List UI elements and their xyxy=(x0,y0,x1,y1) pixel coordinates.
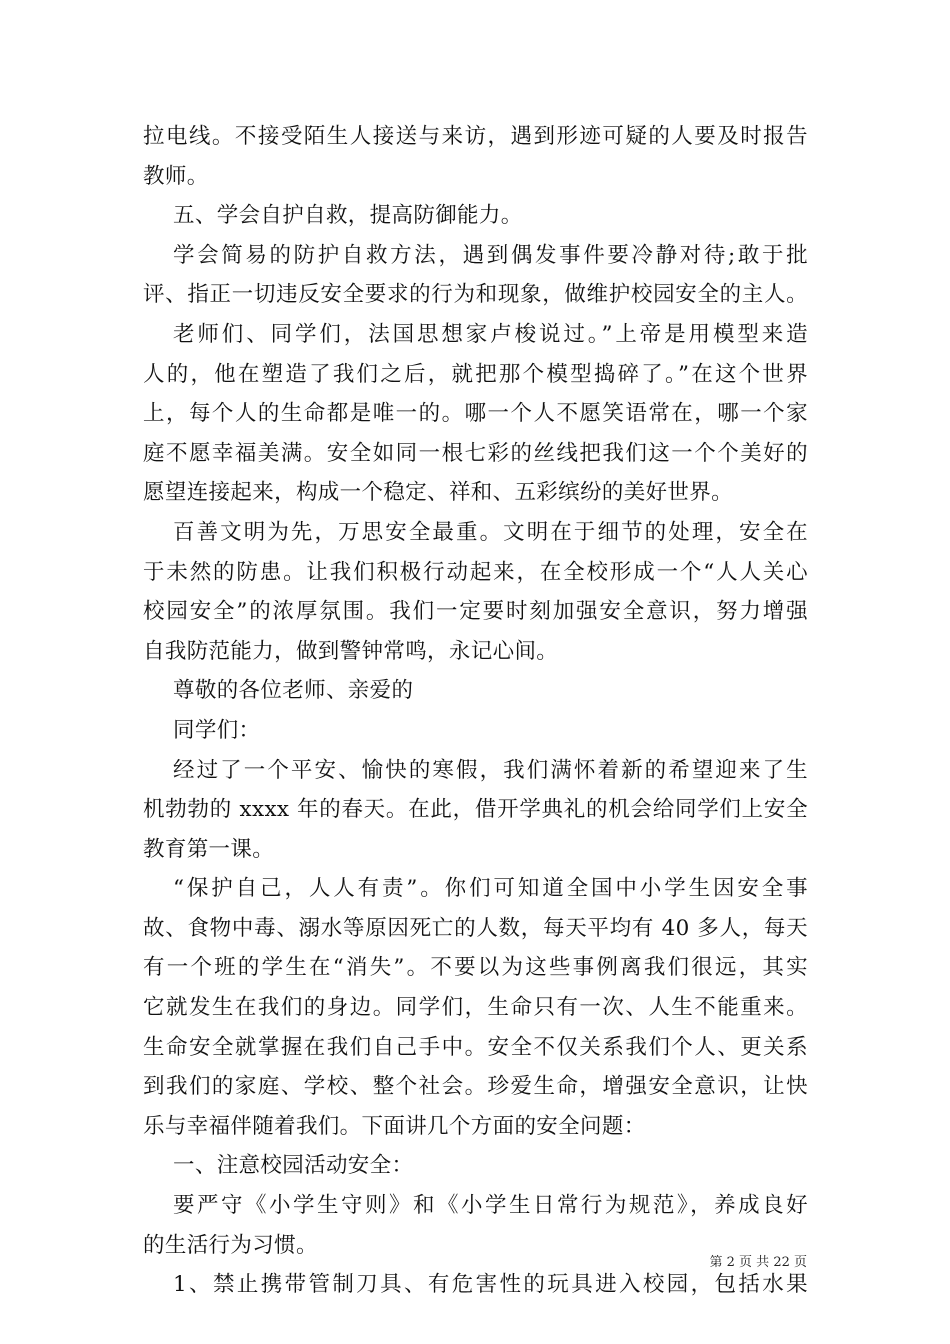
text-line: 评、指正一切违反安全要求的行为和现象，做维护校园安全的主人。 xyxy=(143,282,808,308)
text-line: 庭不愿幸福美满。安全如同一根七彩的丝线把我们这一个个美好的 xyxy=(143,440,808,466)
text-line: 上，每个人的生命都是唯一的。哪一个人不愿笑语常在，哪一个家 xyxy=(143,401,808,427)
body-text xyxy=(143,117,808,1305)
text-line: 于未然的防患。让我们积极行动起来，在全校形成一个“人人关心 xyxy=(143,559,808,585)
text-line: 自我防范能力，做到警钟常鸣，永记心间。 xyxy=(143,638,559,664)
text-line: 老师们、同学们，法国思想家卢梭说过。”上帝是用模型来造 xyxy=(173,321,808,347)
text-line: 机勃勃的 xxxx 年的春天。在此，借开学典礼的机会给同学们上安全 xyxy=(143,797,808,823)
text-line: 教师。 xyxy=(143,163,209,189)
text-line: 故、食物中毒、溺水等原因死亡的人数，每天平均有 40 多人，每天 xyxy=(143,915,808,941)
text-line: 教育第一课。 xyxy=(143,836,275,862)
salutation: 尊敬的各位老师、亲爱的 xyxy=(173,678,414,704)
text-line: 的生活行为习惯。 xyxy=(143,1232,318,1258)
text-line: 人的，他在塑造了我们之后，就把那个模型捣碎了。”在这个世界 xyxy=(143,361,808,387)
section-heading: 五、学会自护自救，提高防御能力。 xyxy=(173,203,523,229)
text-line: 生命安全就掌握在我们自己手中。安全不仅关系我们个人、更关系 xyxy=(143,1034,808,1060)
text-line: 拉电线。不接受陌生人接送与来访，遇到形迹可疑的人要及时报告 xyxy=(143,124,808,149)
text-line: 学会简易的防护自救方法，遇到偶发事件要冷静对待;敢于批 xyxy=(173,242,808,268)
section-heading: 一、注意校园活动安全： xyxy=(173,1153,414,1179)
page-number: 第 2 页 共 22 页 xyxy=(709,1255,807,1270)
text-line: 1、禁止携带管制刀具、有危害性的玩具进入校园，包括水果 xyxy=(173,1272,808,1298)
text-line: “保护自己，人人有责”。你们可知道全国中小学生因安全事 xyxy=(173,876,808,902)
text-line: 它就发生在我们的身边。同学们，生命只有一次、人生不能重来。 xyxy=(143,995,808,1021)
text-line: 乐与幸福伴随着我们。下面讲几个方面的安全问题： xyxy=(143,1113,646,1139)
text-line: 有一个班的学生在“消失”。不要以为这些事例离我们很远，其实 xyxy=(143,955,808,981)
salutation: 同学们： xyxy=(173,717,261,743)
text-line: 愿望连接起来，构成一个稳定、祥和、五彩缤纷的美好世界。 xyxy=(143,480,733,506)
text-line: 校园安全”的浓厚氛围。我们一定要时刻加强安全意识，努力增强 xyxy=(143,599,808,625)
text-line: 要严守《小学生守则》和《小学生日常行为规范》，养成良好 xyxy=(173,1193,808,1219)
text-line: 到我们的家庭、学校、整个社会。珍爱生命，增强安全意识，让快 xyxy=(143,1074,808,1100)
text-line: 百善文明为先，万思安全最重。文明在于细节的处理，安全在 xyxy=(173,519,808,545)
text-line: 经过了一个平安、愉快的寒假，我们满怀着新的希望迎来了生 xyxy=(173,757,808,783)
